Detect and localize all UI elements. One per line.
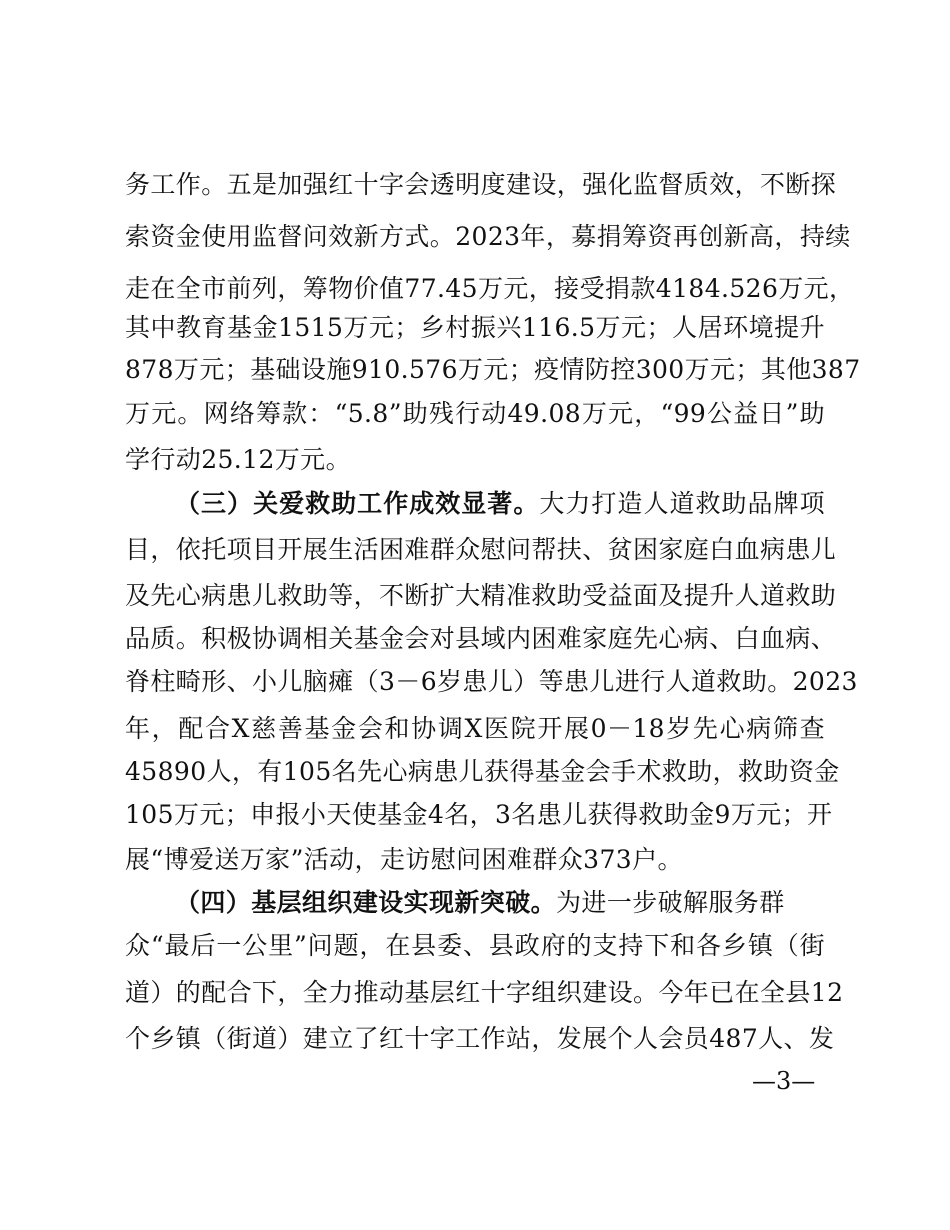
text-line: 其中教育基金1515万元；乡村振兴116.5万元；人居环境提升 [125, 313, 825, 342]
text-line: 万元。网络筹款：“5.8”助残行动49.08万元，“99公益日”助 [125, 399, 825, 428]
text-line: 及先心病患儿救助等，不断扩大精准救助受益面及提升人道救助 [125, 581, 837, 610]
text-span: 大力打造人道救助品牌项 [539, 489, 825, 518]
text-line: 105万元；申报小天使基金4名，3名患儿获得救助金9万元；开 [125, 800, 833, 829]
text-line: 走在全市前列，筹物价值77.45万元，接受捐款4184.526万元， [125, 274, 855, 303]
text-line: 个乡镇（街道）建立了红十字工作站，发展个人会员487人、发 [125, 1024, 835, 1053]
text-line: 878万元；基础设施910.576万元；疫情防控300万元；其他387 [125, 355, 861, 384]
section-heading: （四）基层组织建设实现新突破。 [175, 888, 557, 917]
section-heading: （三）关爱救助工作成效显著。 [175, 489, 540, 518]
text-line: 年，配合X慈善基金会和协调X医院开展0－18岁先心病筛查 [125, 714, 825, 743]
page-number: —3— [752, 1067, 816, 1095]
text-line [175, 888, 825, 918]
text-line: 众“最后一公里”问题，在县委、县政府的支持下和各乡镇（街 [125, 931, 825, 960]
text-line: 品质。积极协调相关基金会对县域内困难家庭先心病、白血病、 [125, 624, 837, 653]
text-line: 目，依托项目开展生活困难群众慰问帮扶、贫困家庭白血病患儿 [125, 535, 837, 564]
text-line: 脊柱畸形、小儿脑瘫（3－6岁患儿）等患儿进行人道救助。2023 [125, 667, 858, 696]
text-span: 为进一步破解服务群 [556, 888, 785, 917]
text-line: 学行动25.12万元。 [125, 445, 351, 474]
text-line: 务工作。五是加强红十字会透明度建设，强化监督质效，不断探 [125, 170, 837, 199]
text-line: 索资金使用监督问效新方式。2023年，募捐筹资再创新高，持续 [125, 222, 851, 251]
text-line: 展“博爱送万家”活动，走访慰问困难群众373户。 [125, 845, 683, 874]
text-line: 45890人，有105名先心病患儿获得基金会手术救助，救助资金 [125, 757, 840, 786]
text-line [175, 489, 825, 519]
text-line: 道）的配合下，全力推动基层红十字组织建设。今年已在全县12 [125, 978, 844, 1007]
